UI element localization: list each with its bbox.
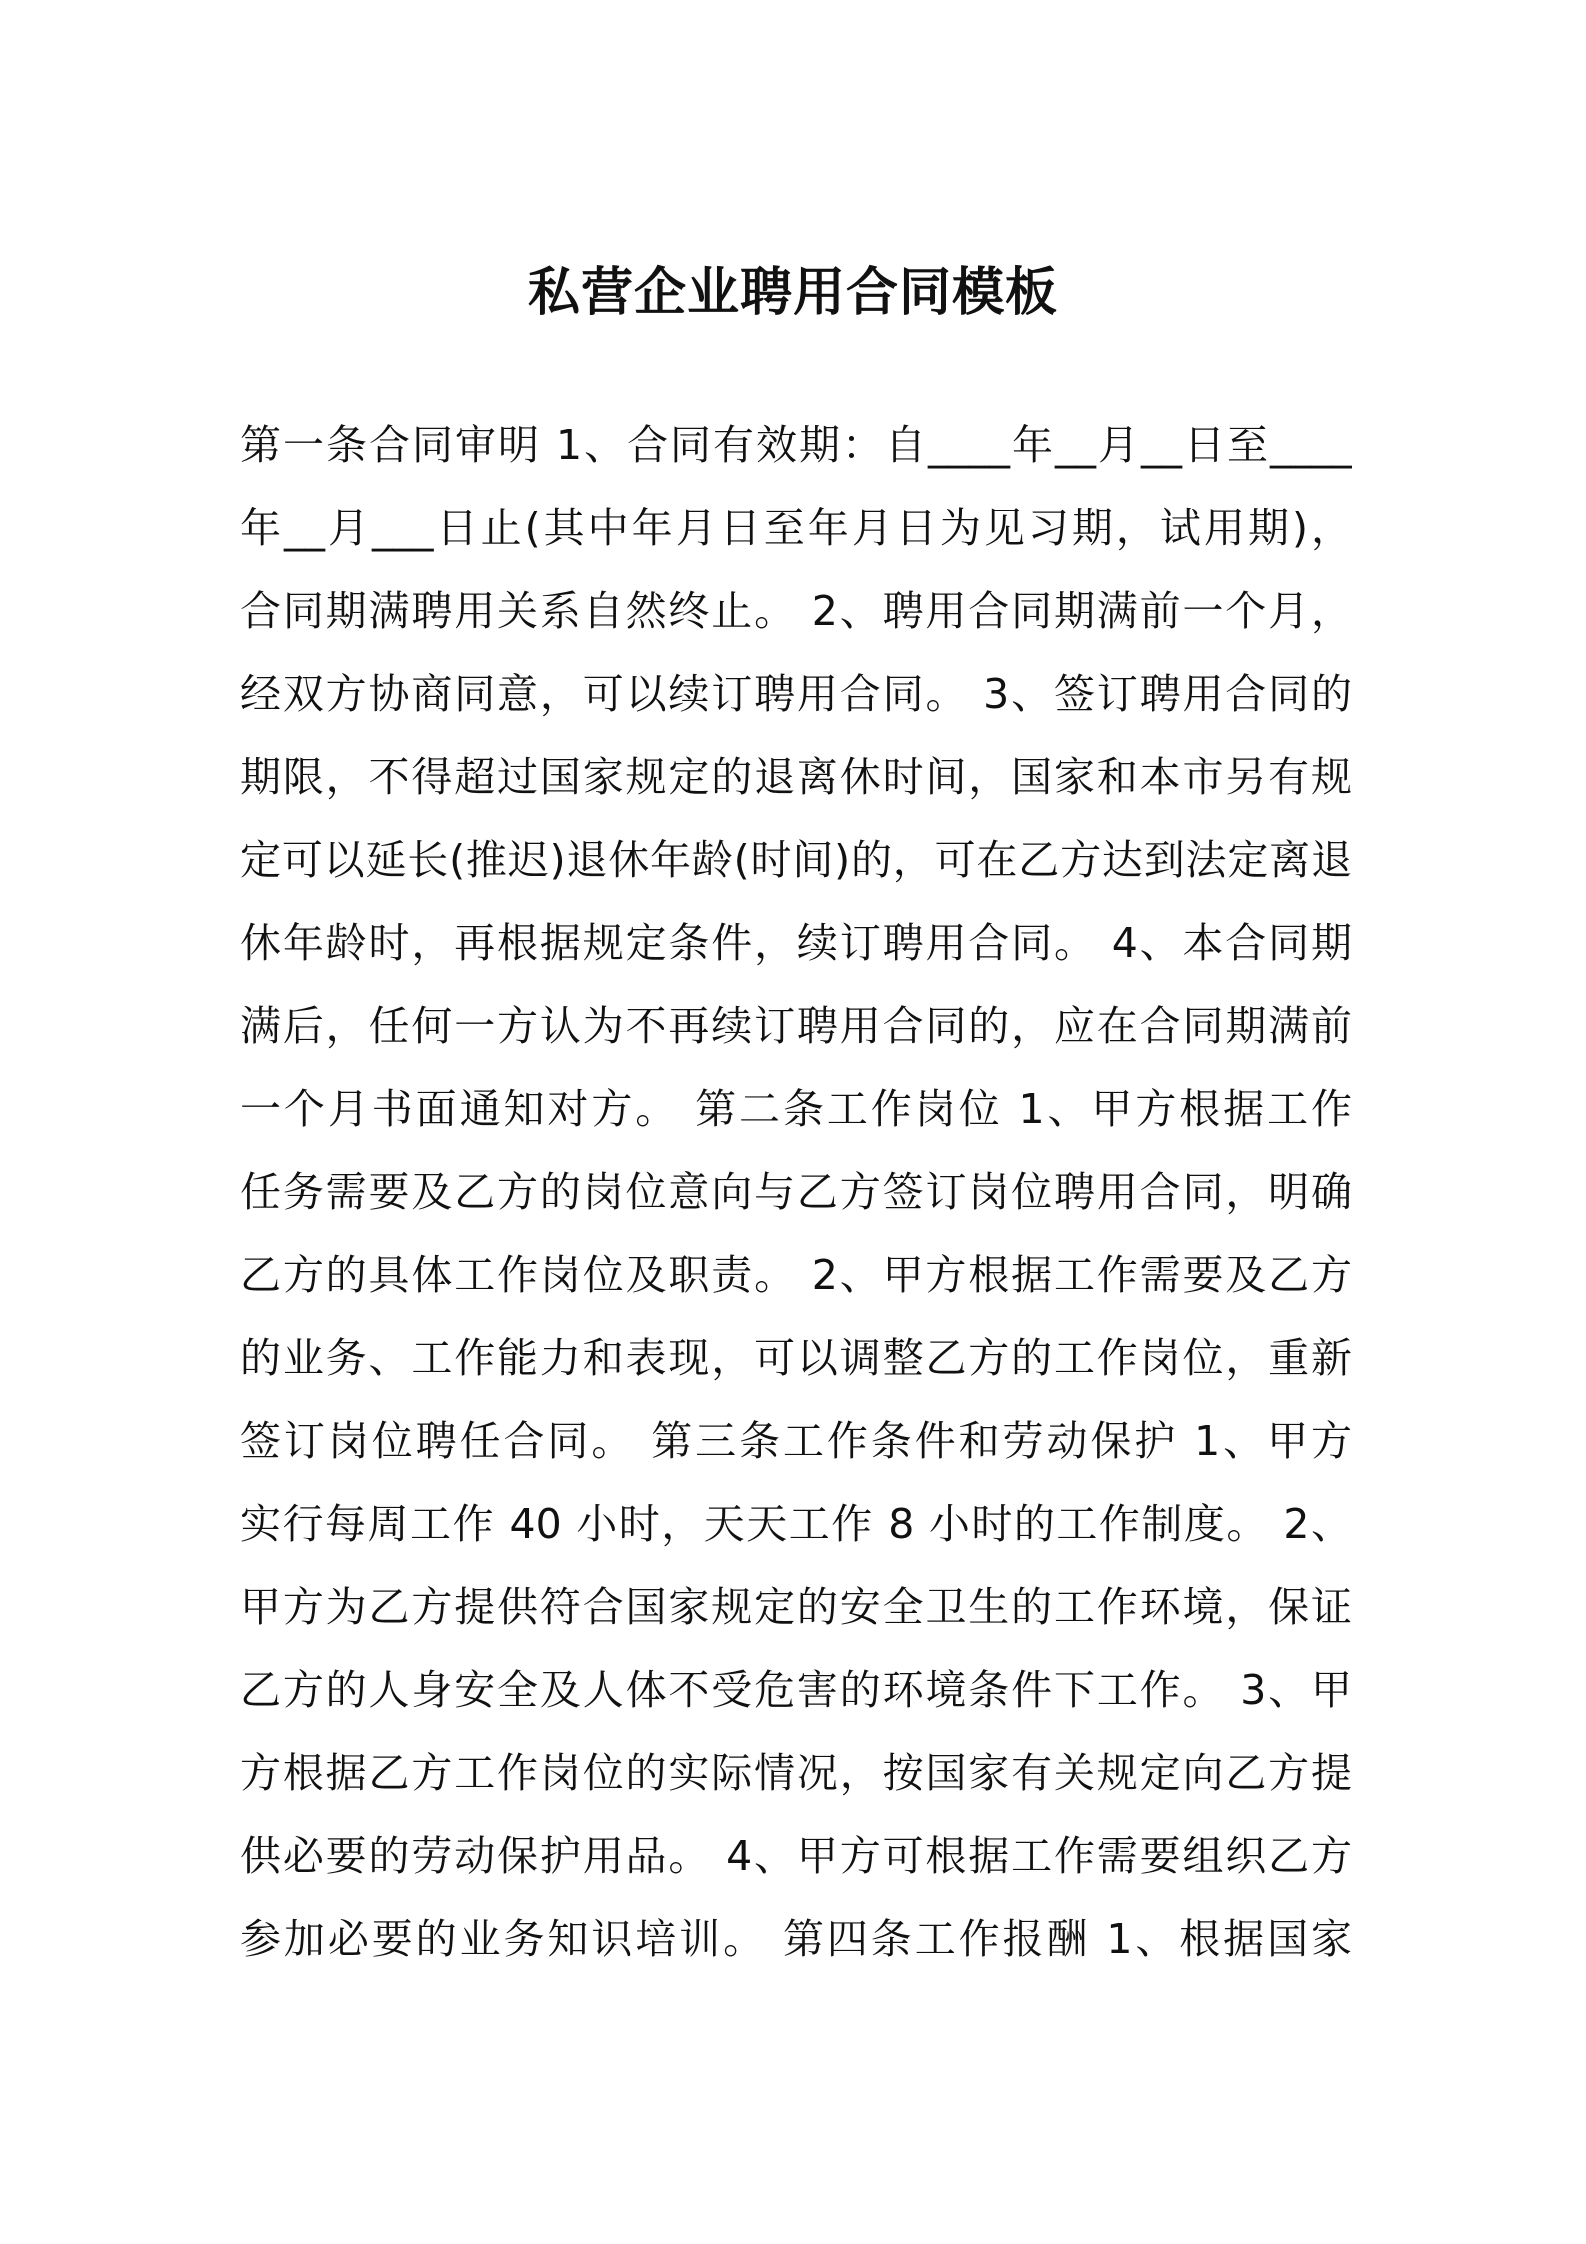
- body-line-2: 年__月___日止(其中年月日至年月日为见习期，试用期)，: [240, 504, 1352, 552]
- body-line-9: 一个月书面通知对方。 第二条工作岗位 1、甲方根据工作: [240, 1085, 1352, 1133]
- document-body: [240, 404, 1352, 1981]
- body-line-13: 签订岗位聘任合同。 第三条工作条件和劳动保护 1、甲方: [240, 1417, 1352, 1465]
- body-line-8: 满后，任何一方认为不再续订聘用合同的，应在合同期满前: [240, 1002, 1352, 1050]
- body-line-5: 期限，不得超过国家规定的退离休时间，国家和本市另有规: [240, 753, 1352, 801]
- body-line-15: 甲方为乙方提供符合国家规定的安全卫生的工作环境，保证: [240, 1583, 1352, 1631]
- body-line-17: 方根据乙方工作岗位的实际情况，按国家有关规定向乙方提: [240, 1749, 1352, 1797]
- body-line-7: 休年龄时，再根据规定条件，续订聘用合同。 4、本合同期: [240, 919, 1352, 967]
- body-line-12: 的业务、工作能力和表现，可以调整乙方的工作岗位，重新: [240, 1334, 1352, 1382]
- body-line-1: 第一条合同审明 1、合同有效期：自____年__月__日至____: [240, 421, 1352, 469]
- body-line-11: 乙方的具体工作岗位及职责。 2、甲方根据工作需要及乙方: [240, 1251, 1352, 1299]
- body-line-16: 乙方的人身安全及人体不受危害的环境条件下工作。 3、甲: [240, 1666, 1352, 1714]
- body-line-19: 参加必要的业务知识培训。 第四条工作报酬 1、根据国家: [240, 1915, 1352, 1963]
- body-line-6: 定可以延长(推迟)退休年龄(时间)的，可在乙方达到法定离退: [240, 836, 1352, 884]
- body-line-4: 经双方协商同意，可以续订聘用合同。 3、签订聘用合同的: [240, 670, 1352, 718]
- body-line-3: 合同期满聘用关系自然终止。 2、聘用合同期满前一个月，: [240, 587, 1352, 635]
- document-title: 私营企业聘用合同模板: [527, 263, 1058, 323]
- body-line-10: 任务需要及乙方的岗位意向与乙方签订岗位聘用合同，明确: [240, 1168, 1352, 1216]
- body-line-18: 供必要的劳动保护用品。 4、甲方可根据工作需要组织乙方: [240, 1832, 1352, 1880]
- body-line-14: 实行每周工作 40 小时，天天工作 8 小时的工作制度。 2、: [240, 1500, 1352, 1548]
